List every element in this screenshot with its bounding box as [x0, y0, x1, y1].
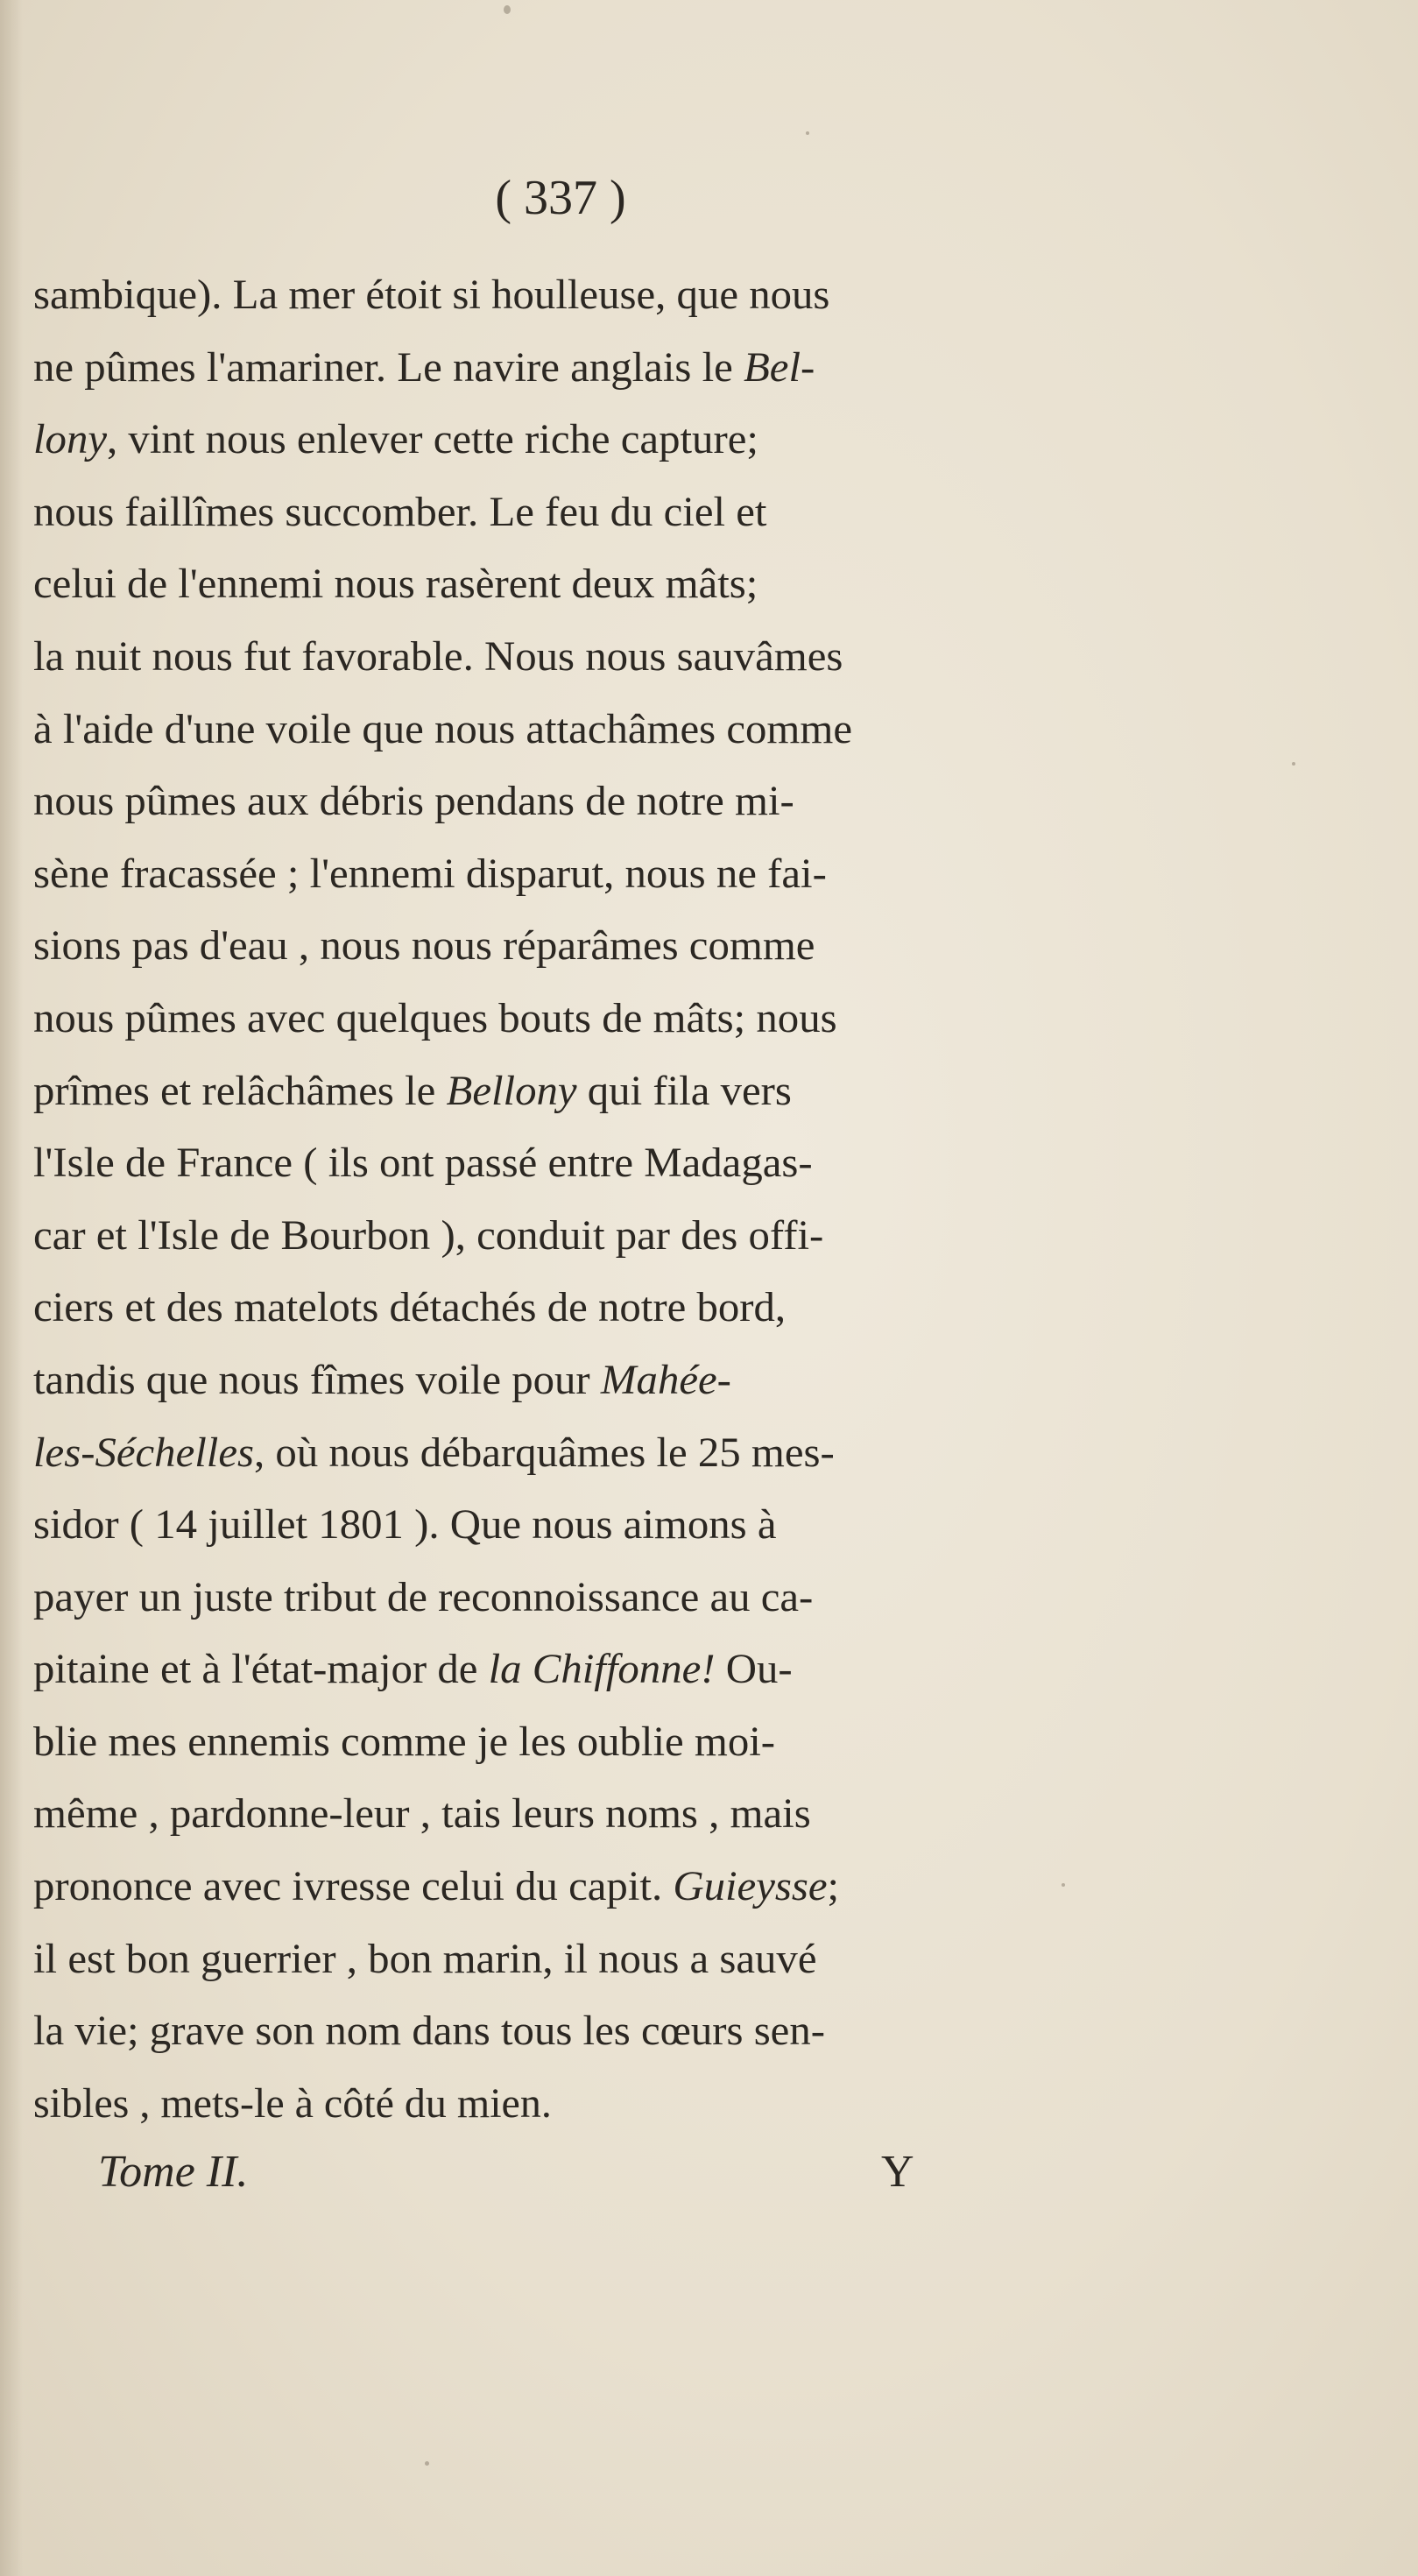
text-line: [33, 1272, 1102, 1344]
text-segment: la nuit nous fut favorable. Nous nous sauvâmes: [33, 632, 843, 680]
text-line: [33, 910, 1102, 983]
text-line: [33, 1706, 1102, 1779]
text-segment: nous pûmes aux débris pendans de notre mi-: [33, 778, 794, 825]
signature-mark: Y: [881, 2147, 914, 2197]
text-segment: qui fila vers: [576, 1067, 792, 1114]
text-line: [33, 983, 1102, 1055]
paper-speck: [504, 5, 511, 14]
text-segment: blie mes ennemis comme je les oublie moi-: [33, 1718, 776, 1765]
volume-label: Tome II.: [98, 2147, 249, 2197]
text-line: [33, 404, 1102, 476]
text-segment: la vie; grave son nom dans tous les cœurs sen-: [33, 2008, 826, 2055]
text-line: [33, 1634, 1102, 1706]
text-line: [33, 2068, 1084, 2141]
text-segment: sibles , mets-le à côté du mien.: [33, 2079, 552, 2127]
text-line: [33, 1778, 1102, 1851]
text-line: [33, 838, 1102, 911]
text-line: [33, 259, 1102, 332]
italic-segment: la Chiffonne!: [488, 1646, 716, 1693]
text-line: [33, 694, 1102, 766]
italic-segment: les-Séchelles: [33, 1429, 255, 1476]
text-segment: prîmes et relâchâmes le: [33, 1067, 447, 1114]
text-segment: Ou-: [715, 1646, 793, 1693]
italic-segment: lony: [33, 416, 108, 463]
paper-speck: [425, 2461, 429, 2466]
text-line: [33, 1344, 1102, 1417]
paper-speck: [806, 131, 809, 135]
text-segment: prononce avec ivresse celui du capit.: [33, 1863, 674, 1910]
text-segment: pitaine et à l'état-major de: [33, 1646, 489, 1693]
text-segment: à l'aide d'une voile que nous attachâmes comme: [33, 705, 852, 752]
body-text: [33, 259, 1084, 2140]
paper-speck: [1062, 1883, 1065, 1887]
text-segment: sambique). La mer étoit si houlleuse, que nous: [33, 272, 830, 318]
text-segment: ciers et des matelots détachés de notre bord,: [33, 1284, 787, 1331]
text-segment: il est bon guerrier , bon marin, il nous a sauvé: [33, 1935, 817, 1982]
text-line: [33, 332, 1102, 405]
text-line: [33, 1127, 1102, 1200]
text-segment: , où nous débarquâmes le 25 mes-: [254, 1429, 835, 1476]
text-line: [33, 621, 1102, 694]
text-line: [33, 1923, 1102, 1996]
text-segment: sène fracassée ; l'ennemi disparut, nous ne fai-: [33, 850, 827, 897]
italic-segment: Guieysse: [673, 1863, 828, 1910]
text-line: [33, 1995, 1102, 2068]
text-segment: sidor ( 14 juillet 1801 ). Que nous aimons à: [33, 1501, 777, 1549]
italic-segment: Bellony: [446, 1067, 577, 1114]
text-line: [33, 766, 1102, 838]
text-line: [33, 1851, 1102, 1923]
text-segment: ;: [827, 1863, 840, 1910]
page-number: ( 337 ): [495, 171, 626, 225]
text-line: [33, 476, 1102, 549]
text-segment: payer un juste tribut de reconnoissance au ca-: [33, 1573, 814, 1620]
text-segment: car et l'Isle de Bourbon ), conduit par des offi-: [33, 1211, 824, 1259]
italic-segment: Bel-: [743, 343, 815, 391]
text-segment: sions pas d'eau , nous nous réparâmes comme: [33, 922, 815, 970]
text-line: [33, 548, 1102, 621]
text-segment: tandis que nous fîmes voile pour: [33, 1356, 601, 1403]
text-line: [33, 1562, 1102, 1634]
italic-segment: Mahée-: [600, 1356, 731, 1403]
text-segment: l'Isle de France ( ils ont passé entre Madagas-: [33, 1140, 813, 1187]
text-segment: celui de l'ennemi nous rasèrent deux mâts;: [33, 561, 758, 608]
text-line: [33, 1489, 1102, 1562]
page-edge-shadow: [0, 0, 23, 2576]
text-segment: ne pûmes l'amariner. Le navire anglais le: [33, 343, 744, 391]
text-segment: , vint nous enlever cette riche capture;: [107, 416, 758, 463]
text-line: [33, 1055, 1102, 1128]
text-segment: nous faillîmes succomber. Le feu du ciel et: [33, 488, 767, 535]
text-line: [33, 1417, 1102, 1490]
text-line: [33, 1200, 1102, 1273]
text-segment: nous pûmes avec quelques bouts de mâts; nous: [33, 994, 837, 1041]
text-segment: même , pardonne-leur , tais leurs noms , mais: [33, 1790, 811, 1838]
paper-speck: [1292, 762, 1295, 766]
